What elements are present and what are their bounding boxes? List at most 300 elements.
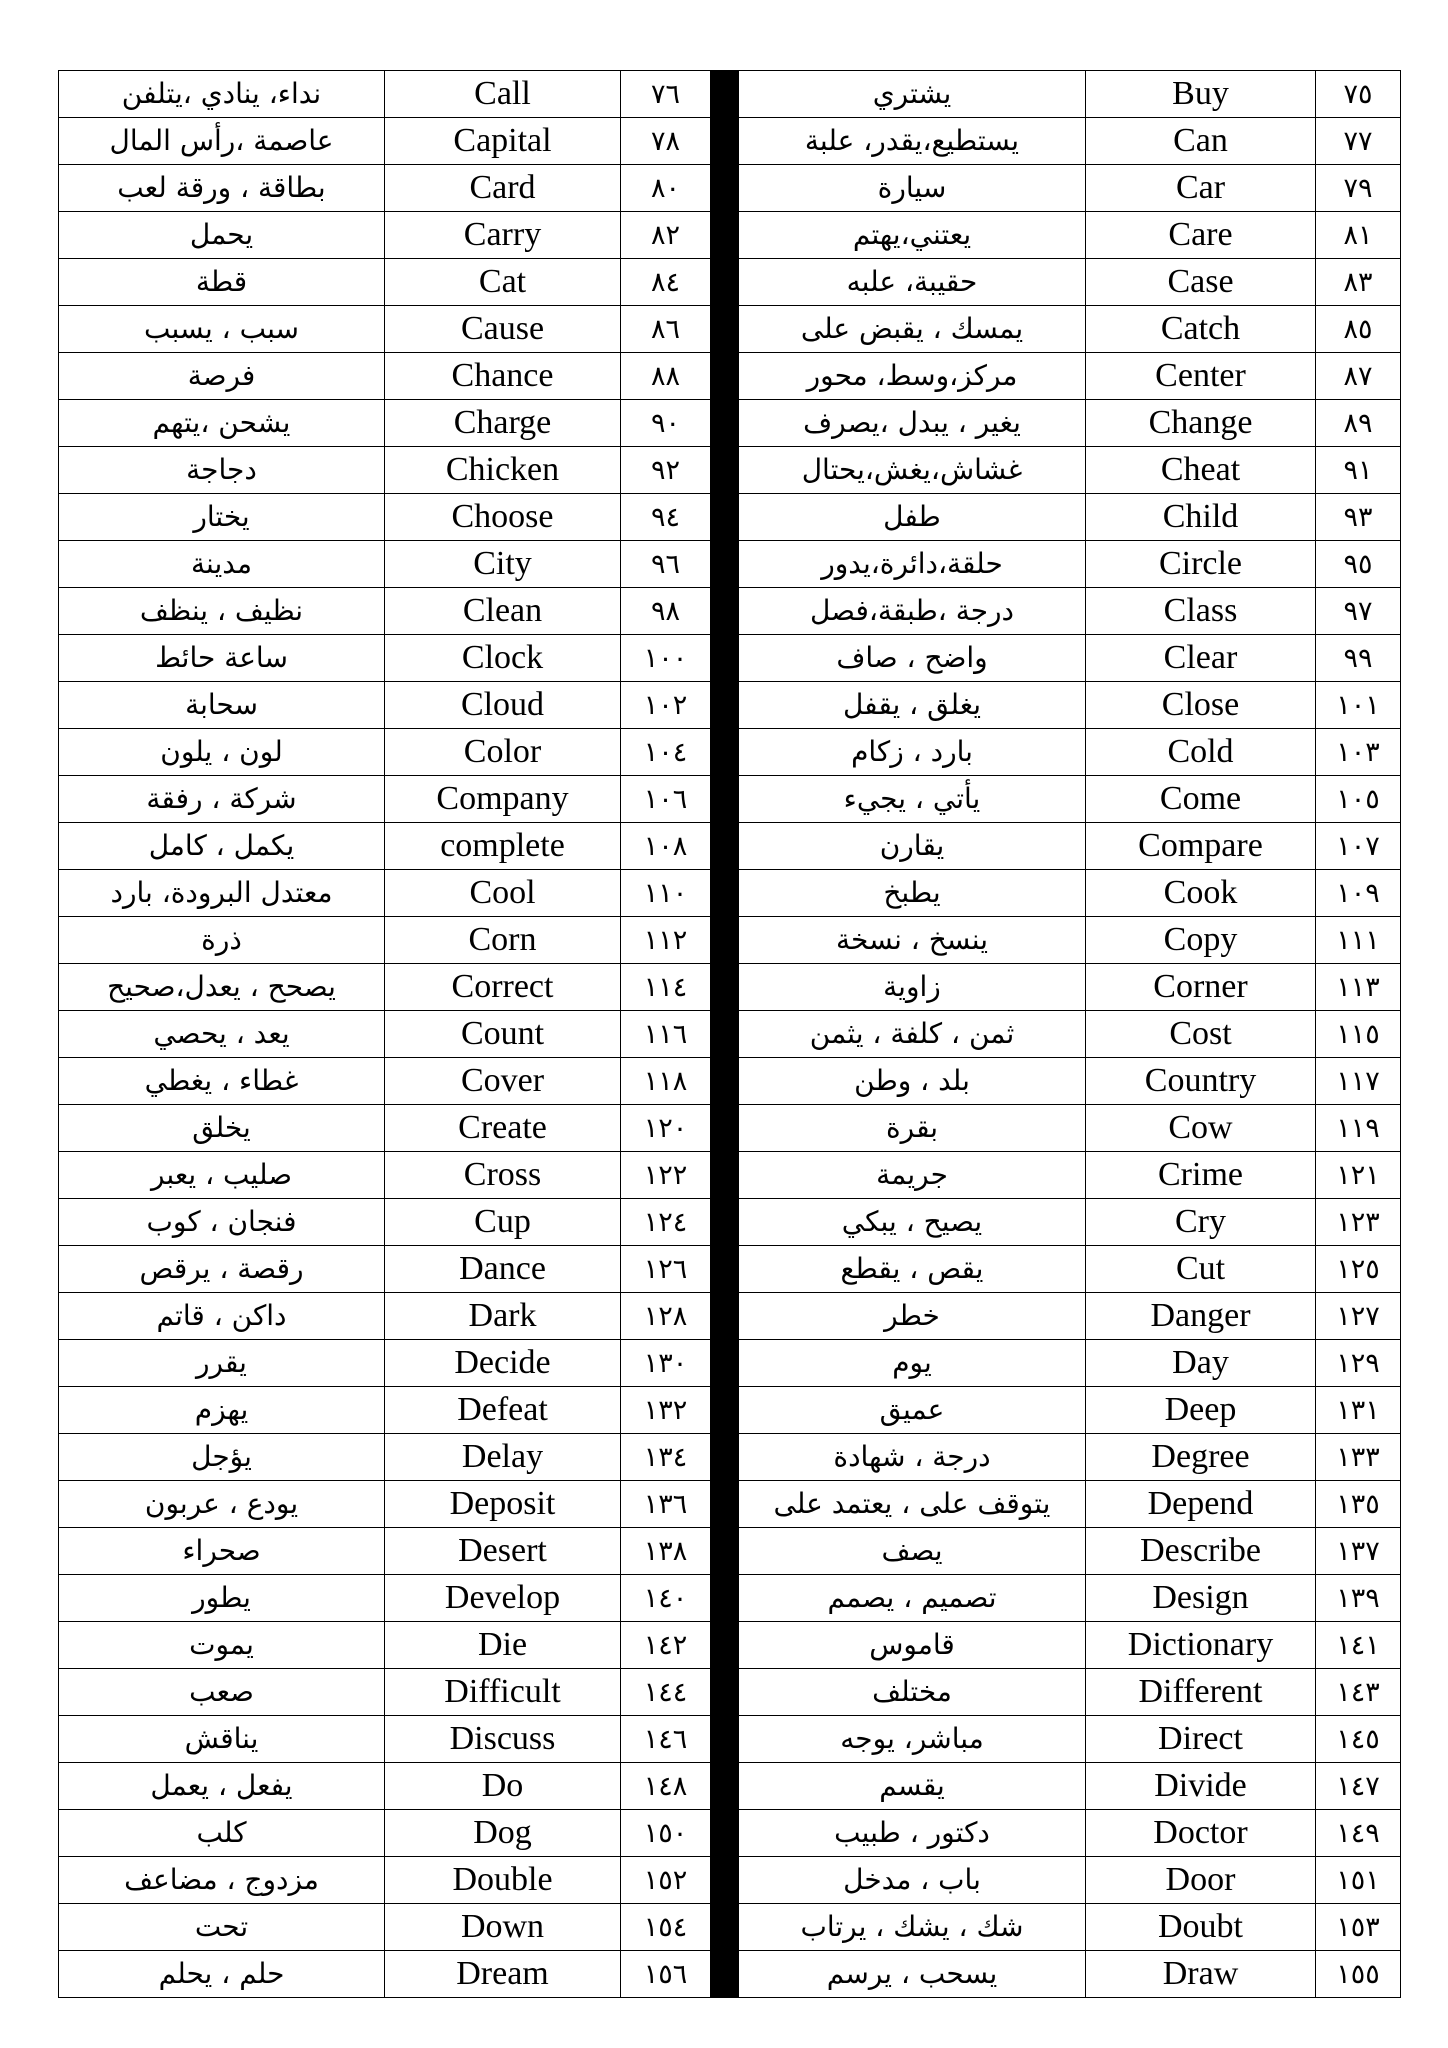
table-row bbox=[59, 1152, 1401, 1199]
table-row bbox=[59, 870, 1401, 917]
left-arabic-meaning: قطة bbox=[59, 259, 385, 306]
right-arabic-meaning: ثمن ، كلفة ، يثمن bbox=[739, 1011, 1086, 1058]
left-arabic-meaning: فرصة bbox=[59, 353, 385, 400]
table-row bbox=[59, 635, 1401, 682]
right-entry-number: ١٠٣ bbox=[1316, 729, 1401, 776]
right-english-word: Cry bbox=[1086, 1199, 1316, 1246]
left-english-word: Desert bbox=[385, 1528, 621, 1575]
table-row bbox=[59, 1669, 1401, 1716]
left-entry-number: ١١٨ bbox=[621, 1058, 711, 1105]
column-separator bbox=[711, 964, 739, 1011]
column-separator bbox=[711, 1528, 739, 1575]
left-arabic-meaning: يشحن ،يتهم bbox=[59, 400, 385, 447]
left-english-word: Clock bbox=[385, 635, 621, 682]
right-entry-number: ٩١ bbox=[1316, 447, 1401, 494]
column-separator bbox=[711, 729, 739, 776]
left-arabic-meaning: سبب ، يسبب bbox=[59, 306, 385, 353]
table-row bbox=[59, 447, 1401, 494]
left-entry-number: ١٤٢ bbox=[621, 1622, 711, 1669]
left-arabic-meaning: غطاء ، يغطي bbox=[59, 1058, 385, 1105]
right-english-word: Case bbox=[1086, 259, 1316, 306]
left-entry-number: ٨٢ bbox=[621, 212, 711, 259]
table-row bbox=[59, 400, 1401, 447]
column-separator bbox=[711, 71, 739, 118]
right-entry-number: ١٤٧ bbox=[1316, 1763, 1401, 1810]
right-english-word: Cut bbox=[1086, 1246, 1316, 1293]
left-entry-number: ٨٨ bbox=[621, 353, 711, 400]
right-english-word: Center bbox=[1086, 353, 1316, 400]
left-english-word: Cause bbox=[385, 306, 621, 353]
right-english-word: Copy bbox=[1086, 917, 1316, 964]
right-english-word: Care bbox=[1086, 212, 1316, 259]
right-arabic-meaning: يأتي ، يجيء bbox=[739, 776, 1086, 823]
table-row bbox=[59, 1387, 1401, 1434]
right-entry-number: ١٠٩ bbox=[1316, 870, 1401, 917]
right-entry-number: ١١٣ bbox=[1316, 964, 1401, 1011]
left-arabic-meaning: رقصة ، يرقص bbox=[59, 1246, 385, 1293]
left-english-word: Cover bbox=[385, 1058, 621, 1105]
right-entry-number: ٩٣ bbox=[1316, 494, 1401, 541]
left-arabic-meaning: يهزم bbox=[59, 1387, 385, 1434]
column-separator bbox=[711, 1481, 739, 1528]
left-entry-number: ١٣٤ bbox=[621, 1434, 711, 1481]
right-entry-number: ٩٧ bbox=[1316, 588, 1401, 635]
right-arabic-meaning: درجة ،طبقة،فصل bbox=[739, 588, 1086, 635]
right-english-word: Compare bbox=[1086, 823, 1316, 870]
column-separator bbox=[711, 682, 739, 729]
right-entry-number: ٧٥ bbox=[1316, 71, 1401, 118]
right-english-word: Depend bbox=[1086, 1481, 1316, 1528]
right-entry-number: ١١٩ bbox=[1316, 1105, 1401, 1152]
table-row bbox=[59, 776, 1401, 823]
right-arabic-meaning: طفل bbox=[739, 494, 1086, 541]
right-arabic-meaning: يقسم bbox=[739, 1763, 1086, 1810]
right-english-word: Divide bbox=[1086, 1763, 1316, 1810]
right-english-word: Crime bbox=[1086, 1152, 1316, 1199]
right-english-word: Close bbox=[1086, 682, 1316, 729]
right-english-word: Different bbox=[1086, 1669, 1316, 1716]
column-separator bbox=[711, 165, 739, 212]
right-entry-number: ٨٥ bbox=[1316, 306, 1401, 353]
left-entry-number: ١٣٠ bbox=[621, 1340, 711, 1387]
right-english-word: Buy bbox=[1086, 71, 1316, 118]
right-arabic-meaning: عميق bbox=[739, 1387, 1086, 1434]
left-entry-number: ١٥٠ bbox=[621, 1810, 711, 1857]
table-row bbox=[59, 1575, 1401, 1622]
right-arabic-meaning: زاوية bbox=[739, 964, 1086, 1011]
right-arabic-meaning: بقرة bbox=[739, 1105, 1086, 1152]
left-arabic-meaning: صحراء bbox=[59, 1528, 385, 1575]
right-arabic-meaning: شك ، يشك ، يرتاب bbox=[739, 1904, 1086, 1951]
left-entry-number: ١٢٢ bbox=[621, 1152, 711, 1199]
left-entry-number: ١٥٢ bbox=[621, 1857, 711, 1904]
column-separator bbox=[711, 400, 739, 447]
table-row bbox=[59, 1434, 1401, 1481]
left-entry-number: ١٤٠ bbox=[621, 1575, 711, 1622]
right-arabic-meaning: باب ، مدخل bbox=[739, 1857, 1086, 1904]
left-english-word: Color bbox=[385, 729, 621, 776]
right-english-word: Draw bbox=[1086, 1951, 1316, 1998]
left-arabic-meaning: صليب ، يعبر bbox=[59, 1152, 385, 1199]
table-row bbox=[59, 118, 1401, 165]
right-entry-number: ١٣٧ bbox=[1316, 1528, 1401, 1575]
right-entry-number: ١٢٩ bbox=[1316, 1340, 1401, 1387]
right-english-word: Country bbox=[1086, 1058, 1316, 1105]
table-row bbox=[59, 917, 1401, 964]
right-arabic-meaning: يصيح ، يبكي bbox=[739, 1199, 1086, 1246]
column-separator bbox=[711, 1293, 739, 1340]
left-arabic-meaning: مزدوج ، مضاعف bbox=[59, 1857, 385, 1904]
left-english-word: Die bbox=[385, 1622, 621, 1669]
left-english-word: Card bbox=[385, 165, 621, 212]
left-english-word: Cat bbox=[385, 259, 621, 306]
left-entry-number: ١٣٢ bbox=[621, 1387, 711, 1434]
table-row bbox=[59, 1293, 1401, 1340]
right-english-word: Doctor bbox=[1086, 1810, 1316, 1857]
left-arabic-meaning: نظيف ، ينظف bbox=[59, 588, 385, 635]
right-arabic-meaning: يقارن bbox=[739, 823, 1086, 870]
right-entry-number: ١٣٣ bbox=[1316, 1434, 1401, 1481]
left-english-word: Call bbox=[385, 71, 621, 118]
column-separator bbox=[711, 541, 739, 588]
right-arabic-meaning: يصف bbox=[739, 1528, 1086, 1575]
right-arabic-meaning: يغلق ، يقفل bbox=[739, 682, 1086, 729]
column-separator bbox=[711, 1857, 739, 1904]
table-row bbox=[59, 353, 1401, 400]
table-row bbox=[59, 1622, 1401, 1669]
left-entry-number: ١٣٨ bbox=[621, 1528, 711, 1575]
right-arabic-meaning: درجة ، شهادة bbox=[739, 1434, 1086, 1481]
left-arabic-meaning: لون ، يلون bbox=[59, 729, 385, 776]
table-row bbox=[59, 1481, 1401, 1528]
left-arabic-meaning: يفعل ، يعمل bbox=[59, 1763, 385, 1810]
left-english-word: Do bbox=[385, 1763, 621, 1810]
right-english-word: Cow bbox=[1086, 1105, 1316, 1152]
right-arabic-meaning: ينسخ ، نسخة bbox=[739, 917, 1086, 964]
right-arabic-meaning: بارد ، زكام bbox=[739, 729, 1086, 776]
right-entry-number: ١٤٣ bbox=[1316, 1669, 1401, 1716]
left-entry-number: ١٥٦ bbox=[621, 1951, 711, 1998]
column-separator bbox=[711, 306, 739, 353]
table-row bbox=[59, 1904, 1401, 1951]
left-english-word: Charge bbox=[385, 400, 621, 447]
left-english-word: Decide bbox=[385, 1340, 621, 1387]
right-english-word: Cheat bbox=[1086, 447, 1316, 494]
right-entry-number: ٨٩ bbox=[1316, 400, 1401, 447]
right-english-word: Cost bbox=[1086, 1011, 1316, 1058]
left-english-word: Capital bbox=[385, 118, 621, 165]
left-entry-number: ٩٦ bbox=[621, 541, 711, 588]
left-english-word: Choose bbox=[385, 494, 621, 541]
right-arabic-meaning: جريمة bbox=[739, 1152, 1086, 1199]
left-english-word: Corn bbox=[385, 917, 621, 964]
right-entry-number: ١٢٣ bbox=[1316, 1199, 1401, 1246]
table-row bbox=[59, 212, 1401, 259]
right-english-word: Cook bbox=[1086, 870, 1316, 917]
left-arabic-meaning: داكن ، قاتم bbox=[59, 1293, 385, 1340]
left-arabic-meaning: يطور bbox=[59, 1575, 385, 1622]
right-arabic-meaning: مختلف bbox=[739, 1669, 1086, 1716]
left-english-word: Defeat bbox=[385, 1387, 621, 1434]
table-row bbox=[59, 1105, 1401, 1152]
left-arabic-meaning: سحابة bbox=[59, 682, 385, 729]
left-english-word: Deposit bbox=[385, 1481, 621, 1528]
left-arabic-meaning: يقرر bbox=[59, 1340, 385, 1387]
left-arabic-meaning: يموت bbox=[59, 1622, 385, 1669]
column-separator bbox=[711, 776, 739, 823]
right-arabic-meaning: يشتري bbox=[739, 71, 1086, 118]
table-row bbox=[59, 682, 1401, 729]
column-separator bbox=[711, 1105, 739, 1152]
right-arabic-meaning: سيارة bbox=[739, 165, 1086, 212]
column-separator bbox=[711, 1716, 739, 1763]
left-arabic-meaning: صعب bbox=[59, 1669, 385, 1716]
left-english-word: City bbox=[385, 541, 621, 588]
left-entry-number: ٨٠ bbox=[621, 165, 711, 212]
left-entry-number: ١١٤ bbox=[621, 964, 711, 1011]
column-separator bbox=[711, 1669, 739, 1716]
right-english-word: Catch bbox=[1086, 306, 1316, 353]
table-row bbox=[59, 1011, 1401, 1058]
left-english-word: Correct bbox=[385, 964, 621, 1011]
left-english-word: Cool bbox=[385, 870, 621, 917]
left-entry-number: ٧٦ bbox=[621, 71, 711, 118]
column-separator bbox=[711, 1434, 739, 1481]
right-arabic-meaning: خطر bbox=[739, 1293, 1086, 1340]
column-separator bbox=[711, 447, 739, 494]
left-english-word: Chicken bbox=[385, 447, 621, 494]
right-arabic-meaning: دكتور ، طبيب bbox=[739, 1810, 1086, 1857]
right-english-word: Door bbox=[1086, 1857, 1316, 1904]
left-arabic-meaning: تحت bbox=[59, 1904, 385, 1951]
right-arabic-meaning: يغير ، يبدل ،يصرف bbox=[739, 400, 1086, 447]
column-separator bbox=[711, 1058, 739, 1105]
right-arabic-meaning: حقيبة، علبه bbox=[739, 259, 1086, 306]
right-entry-number: ١٤١ bbox=[1316, 1622, 1401, 1669]
column-separator bbox=[711, 870, 739, 917]
left-english-word: Company bbox=[385, 776, 621, 823]
right-entry-number: ٩٩ bbox=[1316, 635, 1401, 682]
right-entry-number: ١٥٥ bbox=[1316, 1951, 1401, 1998]
left-arabic-meaning: معتدل البرودة، بارد bbox=[59, 870, 385, 917]
right-entry-number: ١٥٣ bbox=[1316, 1904, 1401, 1951]
right-english-word: Direct bbox=[1086, 1716, 1316, 1763]
column-separator bbox=[711, 917, 739, 964]
column-separator bbox=[711, 823, 739, 870]
left-entry-number: ١٠٤ bbox=[621, 729, 711, 776]
left-entry-number: ١٤٤ bbox=[621, 1669, 711, 1716]
right-arabic-meaning: يمسك ، يقبض على bbox=[739, 306, 1086, 353]
right-arabic-meaning: يقص ، يقطع bbox=[739, 1246, 1086, 1293]
left-english-word: Delay bbox=[385, 1434, 621, 1481]
left-arabic-meaning: مدينة bbox=[59, 541, 385, 588]
table-row bbox=[59, 259, 1401, 306]
left-arabic-meaning: بطاقة ، ورقة لعب bbox=[59, 165, 385, 212]
right-entry-number: ١٢٥ bbox=[1316, 1246, 1401, 1293]
vocabulary-table bbox=[58, 70, 1401, 1998]
column-separator bbox=[711, 588, 739, 635]
right-entry-number: ١٣٥ bbox=[1316, 1481, 1401, 1528]
left-english-word: complete bbox=[385, 823, 621, 870]
right-english-word: Circle bbox=[1086, 541, 1316, 588]
left-english-word: Double bbox=[385, 1857, 621, 1904]
column-separator bbox=[711, 1011, 739, 1058]
left-entry-number: ١٢٦ bbox=[621, 1246, 711, 1293]
right-arabic-meaning: مركز،وسط، محور bbox=[739, 353, 1086, 400]
table-row bbox=[59, 1810, 1401, 1857]
right-arabic-meaning: بلد ، وطن bbox=[739, 1058, 1086, 1105]
left-entry-number: ١٠٨ bbox=[621, 823, 711, 870]
right-english-word: Deep bbox=[1086, 1387, 1316, 1434]
right-entry-number: ١٤٩ bbox=[1316, 1810, 1401, 1857]
column-separator bbox=[711, 1575, 739, 1622]
left-english-word: Down bbox=[385, 1904, 621, 1951]
right-entry-number: ١٠٧ bbox=[1316, 823, 1401, 870]
left-arabic-meaning: يحمل bbox=[59, 212, 385, 259]
right-entry-number: ٨٣ bbox=[1316, 259, 1401, 306]
left-entry-number: ٧٨ bbox=[621, 118, 711, 165]
right-arabic-meaning: تصميم ، يصمم bbox=[739, 1575, 1086, 1622]
left-entry-number: ٨٦ bbox=[621, 306, 711, 353]
right-english-word: Design bbox=[1086, 1575, 1316, 1622]
right-english-word: Cold bbox=[1086, 729, 1316, 776]
table-row bbox=[59, 541, 1401, 588]
table-row bbox=[59, 1763, 1401, 1810]
right-entry-number: ١١٥ bbox=[1316, 1011, 1401, 1058]
right-entry-number: ٧٧ bbox=[1316, 118, 1401, 165]
left-english-word: Cross bbox=[385, 1152, 621, 1199]
right-english-word: Car bbox=[1086, 165, 1316, 212]
left-english-word: Chance bbox=[385, 353, 621, 400]
right-english-word: Can bbox=[1086, 118, 1316, 165]
right-entry-number: ١٠٥ bbox=[1316, 776, 1401, 823]
right-entry-number: ٩٥ bbox=[1316, 541, 1401, 588]
right-english-word: Come bbox=[1086, 776, 1316, 823]
column-separator bbox=[711, 118, 739, 165]
right-arabic-meaning: واضح ، صاف bbox=[739, 635, 1086, 682]
left-entry-number: ١٢٤ bbox=[621, 1199, 711, 1246]
right-arabic-meaning: مباشر، يوجه bbox=[739, 1716, 1086, 1763]
right-entry-number: ١١٧ bbox=[1316, 1058, 1401, 1105]
column-separator bbox=[711, 1904, 739, 1951]
right-english-word: Describe bbox=[1086, 1528, 1316, 1575]
right-arabic-meaning: يسحب ، يرسم bbox=[739, 1951, 1086, 1998]
column-separator bbox=[711, 259, 739, 306]
left-arabic-meaning: ذرة bbox=[59, 917, 385, 964]
column-separator bbox=[711, 494, 739, 541]
left-english-word: Develop bbox=[385, 1575, 621, 1622]
left-entry-number: ١١٢ bbox=[621, 917, 711, 964]
left-arabic-meaning: يكمل ، كامل bbox=[59, 823, 385, 870]
table-row bbox=[59, 1199, 1401, 1246]
left-arabic-meaning: يناقش bbox=[59, 1716, 385, 1763]
left-entry-number: ١٠٦ bbox=[621, 776, 711, 823]
right-english-word: Dictionary bbox=[1086, 1622, 1316, 1669]
column-separator bbox=[711, 212, 739, 259]
right-entry-number: ١٢٧ bbox=[1316, 1293, 1401, 1340]
left-english-word: Clean bbox=[385, 588, 621, 635]
right-entry-number: ٧٩ bbox=[1316, 165, 1401, 212]
table-row bbox=[59, 823, 1401, 870]
column-separator bbox=[711, 1246, 739, 1293]
table-row bbox=[59, 588, 1401, 635]
left-arabic-meaning: يودع ، عربون bbox=[59, 1481, 385, 1528]
right-arabic-meaning: يتوقف على ، يعتمد على bbox=[739, 1481, 1086, 1528]
column-separator bbox=[711, 1810, 739, 1857]
left-arabic-meaning: يعد ، يحصي bbox=[59, 1011, 385, 1058]
right-entry-number: ١٠١ bbox=[1316, 682, 1401, 729]
right-arabic-meaning: يوم bbox=[739, 1340, 1086, 1387]
left-english-word: Cup bbox=[385, 1199, 621, 1246]
table-row bbox=[59, 1058, 1401, 1105]
left-entry-number: ١٣٦ bbox=[621, 1481, 711, 1528]
right-arabic-meaning: غشاش،يغش،يحتال bbox=[739, 447, 1086, 494]
left-arabic-meaning: فنجان ، كوب bbox=[59, 1199, 385, 1246]
table-row bbox=[59, 71, 1401, 118]
left-entry-number: ١٤٨ bbox=[621, 1763, 711, 1810]
left-arabic-meaning: يختار bbox=[59, 494, 385, 541]
right-english-word: Change bbox=[1086, 400, 1316, 447]
right-entry-number: ١١١ bbox=[1316, 917, 1401, 964]
table-row bbox=[59, 1857, 1401, 1904]
table-row bbox=[59, 729, 1401, 776]
left-arabic-meaning: يؤجل bbox=[59, 1434, 385, 1481]
left-english-word: Dark bbox=[385, 1293, 621, 1340]
table-row bbox=[59, 1528, 1401, 1575]
right-english-word: Degree bbox=[1086, 1434, 1316, 1481]
column-separator bbox=[711, 635, 739, 682]
left-arabic-meaning: ساعة حائط bbox=[59, 635, 385, 682]
right-english-word: Doubt bbox=[1086, 1904, 1316, 1951]
column-separator bbox=[711, 1763, 739, 1810]
left-entry-number: ١٢٠ bbox=[621, 1105, 711, 1152]
column-separator bbox=[711, 353, 739, 400]
left-english-word: Carry bbox=[385, 212, 621, 259]
column-separator bbox=[711, 1951, 739, 1998]
table-row bbox=[59, 1716, 1401, 1763]
right-entry-number: ١٥١ bbox=[1316, 1857, 1401, 1904]
left-entry-number: ٨٤ bbox=[621, 259, 711, 306]
left-english-word: Count bbox=[385, 1011, 621, 1058]
left-arabic-meaning: حلم ، يحلم bbox=[59, 1951, 385, 1998]
vocabulary-table-body bbox=[59, 71, 1401, 1998]
left-english-word: Dance bbox=[385, 1246, 621, 1293]
left-entry-number: ١٠٠ bbox=[621, 635, 711, 682]
right-arabic-meaning: حلقة،دائرة،يدور bbox=[739, 541, 1086, 588]
left-entry-number: ١٤٦ bbox=[621, 1716, 711, 1763]
left-english-word: Cloud bbox=[385, 682, 621, 729]
left-arabic-meaning: عاصمة ،رأس المال bbox=[59, 118, 385, 165]
right-entry-number: ٨٧ bbox=[1316, 353, 1401, 400]
table-row bbox=[59, 1951, 1401, 1998]
right-entry-number: ١٢١ bbox=[1316, 1152, 1401, 1199]
left-arabic-meaning: كلب bbox=[59, 1810, 385, 1857]
left-english-word: Dog bbox=[385, 1810, 621, 1857]
table-row bbox=[59, 1340, 1401, 1387]
left-arabic-meaning: يصحح ، يعدل،صحيح bbox=[59, 964, 385, 1011]
left-arabic-meaning: شركة ، رفقة bbox=[59, 776, 385, 823]
right-arabic-meaning: قاموس bbox=[739, 1622, 1086, 1669]
right-arabic-meaning: يستطيع،يقدر، علبة bbox=[739, 118, 1086, 165]
right-entry-number: ١٣٩ bbox=[1316, 1575, 1401, 1622]
right-english-word: Clear bbox=[1086, 635, 1316, 682]
column-separator bbox=[711, 1152, 739, 1199]
left-entry-number: ٩٠ bbox=[621, 400, 711, 447]
table-row bbox=[59, 306, 1401, 353]
column-separator bbox=[711, 1622, 739, 1669]
right-entry-number: ١٤٥ bbox=[1316, 1716, 1401, 1763]
right-english-word: Child bbox=[1086, 494, 1316, 541]
